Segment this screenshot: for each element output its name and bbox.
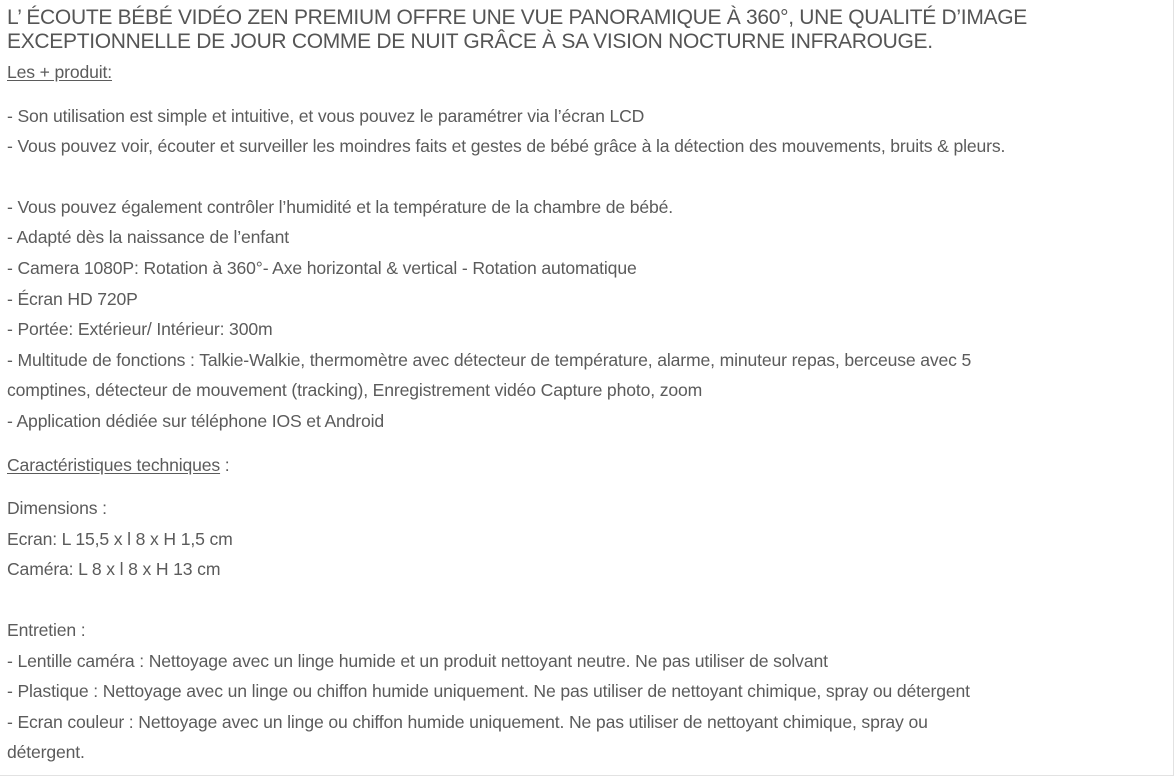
plus-item: - Vous pouvez voir, écouter et surveiller les moindres faits et gestes de bébé grâce à la détection des mouvements, bruits & pleurs. xyxy=(7,136,1006,157)
plus-item: - Camera 1080P: Rotation à 360°- Axe horizontal & vertical - Rotation automatique xyxy=(7,257,637,278)
maintenance-item: - Plastique : Nettoyage avec un linge ou chiffon humide uniquement. Ne pas utiliser de nettoyant chimique, spray ou détergent xyxy=(7,681,970,702)
maintenance-label: Entretien : xyxy=(7,619,86,640)
product-description-content xyxy=(7,6,1157,768)
spacer xyxy=(7,162,1157,192)
maintenance-item: - Lentille caméra : Nettoyage avec un linge humide et un produit nettoyant neutre. Ne pas utiliser de solvant xyxy=(7,650,828,671)
plus-section-title: Les + produit: xyxy=(7,62,113,82)
maintenance-item: - Ecran couleur : Nettoyage avec un linge ou chiffon humide uniquement. Ne pas utiliser de nettoyant chimique, spray ou xyxy=(7,711,928,732)
tech-section-title: Caractéristiques techniques xyxy=(7,454,221,475)
spacer xyxy=(7,480,1157,493)
dimension-camera: Caméra: L 8 x l 8 x H 13 cm xyxy=(7,559,221,580)
headline-line-2: EXCEPTIONNELLE DE JOUR COMME DE NUIT GRÂCE À SA VISION NOCTURNE INFRAROUGE. xyxy=(7,30,933,53)
plus-item: - Vous pouvez également contrôler l’humidité et la température de la chambre de bébé. xyxy=(7,196,673,217)
plus-item-continuation: comptines, détecteur de mouvement (tracking), Enregistrement vidéo Capture photo, zoom xyxy=(7,380,703,401)
plus-item: - Portée: Extérieur/ Intérieur: 300m xyxy=(7,319,273,340)
spacer xyxy=(7,88,1157,101)
tech-section-heading xyxy=(7,450,1157,481)
dimension-screen: Ecran: L 15,5 x l 8 x H 1,5 cm xyxy=(7,528,233,549)
plus-item: - Multitude de fonctions : Talkie-Walkie, thermomètre avec détecteur de température, alarme, minuteur repas, berceuse avec 5 xyxy=(7,349,972,370)
spacer xyxy=(7,437,1157,450)
maintenance-item-continuation: détergent. xyxy=(7,742,85,763)
headline xyxy=(7,6,1157,54)
plus-item: - Son utilisation est simple et intuitive, et vous pouvez le paramétrer via l’écran LCD xyxy=(7,105,645,126)
dimensions-label: Dimensions : xyxy=(7,498,107,519)
plus-item: - Écran HD 720P xyxy=(7,288,138,309)
plus-item: - Adapté dès la naissance de l’enfant xyxy=(7,227,290,248)
spacer xyxy=(7,585,1157,615)
headline-line-1: L’ ÉCOUTE BÉBÉ VIDÉO ZEN PREMIUM OFFRE UNE VUE PANORAMIQUE À 360°, UNE QUALITÉ D’IMAGE xyxy=(7,6,1027,29)
tech-section-title-suffix: : xyxy=(220,454,230,475)
plus-item: - Application dédiée sur téléphone IOS et Android xyxy=(7,410,385,431)
